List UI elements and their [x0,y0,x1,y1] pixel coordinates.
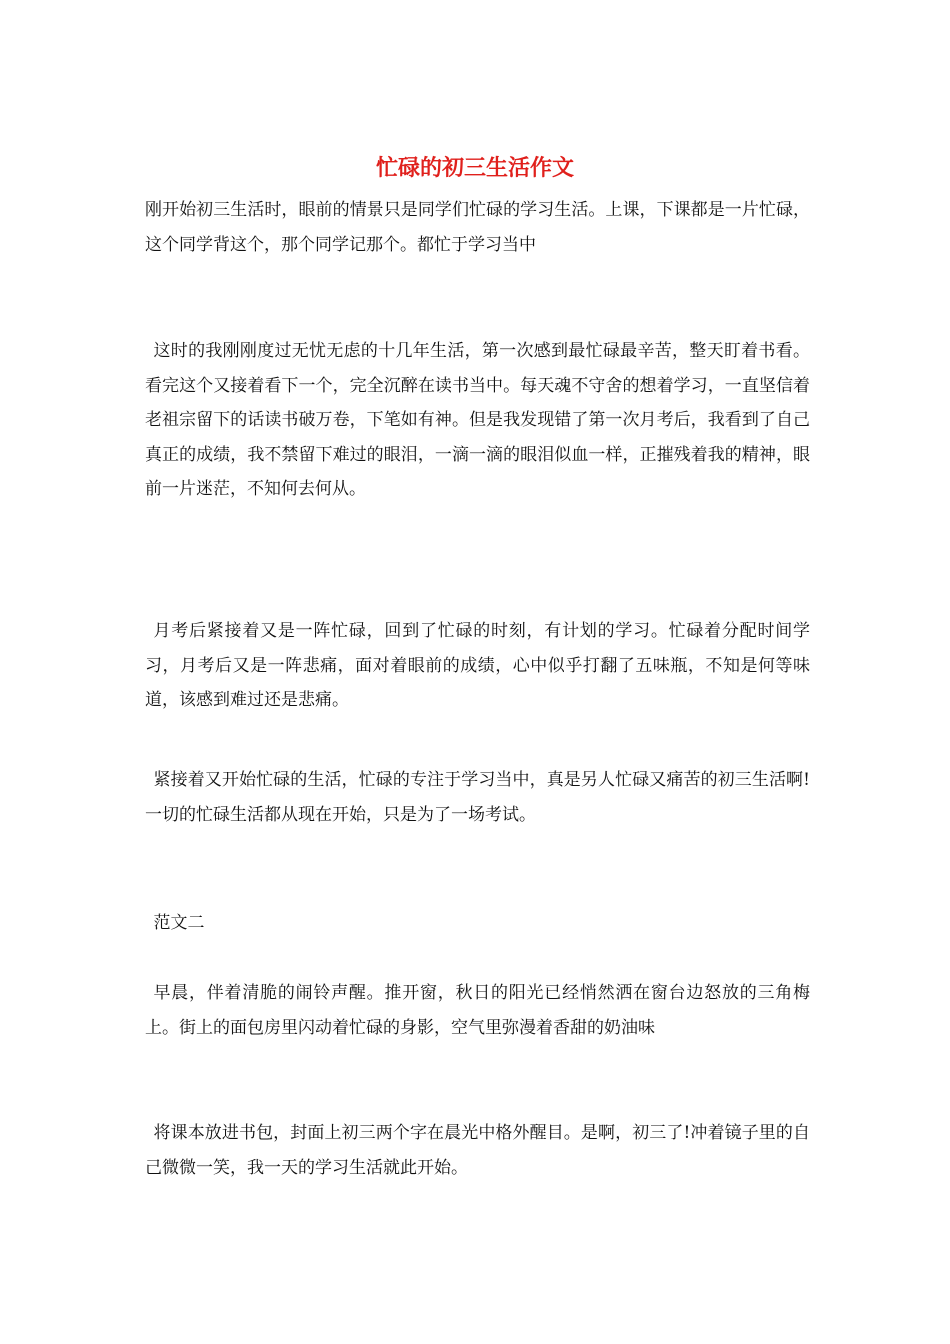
paragraph-4: 紧接着又开始忙碌的生活，忙碌的专注于学习当中，真是另人忙碌又痛苦的初三生活啊!一切的忙碌生活都从现在开始，只是为了一场考试。 [145,770,810,825]
paragraph-3: 月考后紧接着又是一阵忙碌，回到了忙碌的时刻，有计划的学习。忙碌着分配时间学习，月考后又是一阵悲痛，面对着眼前的成绩，心中似乎打翻了五味瓶，不知是何等味道，该感到难过还是悲痛。 [145,621,810,710]
paragraph-5: 早晨，伴着清脆的闹铃声醒。推开窗，秋日的阳光已经悄然洒在窗台边怒放的三角梅上。街上的面包房里闪动着忙碌的身影，空气里弥漫着香甜的奶油味 [145,983,810,1038]
section-heading-fanwen-er: 范文二 [153,913,205,933]
paragraph-6: 将课本放进书包，封面上初三两个字在晨光中格外醒目。是啊，初三了!冲着镜子里的自己微微一笑，我一天的学习生活就此开始。 [145,1123,810,1178]
paragraph-1: 刚开始初三生活时，眼前的情景只是同学们忙碌的学习生活。上课，下课都是一片忙碌，这个同学背这个，那个同学记那个。都忙于学习当中 [145,200,810,255]
paragraph-2: 这时的我刚刚度过无忧无虑的十几年生活，第一次感到最忙碌最辛苦，整天盯着书看。看完这个又接着看下一个，完全沉醉在读书当中。每天魂不守舍的想着学习，一直坚信着老祖宗留下的话读书破万卷，下笔如有神。但是我发现错了第一次月考后，我看到了自己真正的成绩，我不禁留下难过的眼泪，一滴一滴的眼泪似血一样，正摧残着我的精神，眼前一片迷茫，不知何去何从。 [145,341,810,499]
document-title: 忙碌的初三生活作文 [375,155,574,181]
